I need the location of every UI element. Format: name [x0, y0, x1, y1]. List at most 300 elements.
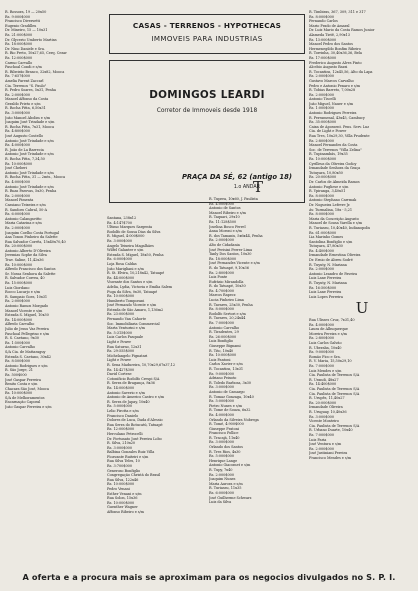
listing-entry: R. Tocantins, 13x31	[209, 366, 244, 371]
listing-entry: R. Urbano Duarte, 10x40	[309, 428, 353, 433]
listing-entry: Ultimo Marques Sargenta	[107, 225, 153, 230]
listing-entry: Luiz Carlos Galvão	[309, 341, 342, 346]
listing-entry: R. Tavares, 25x30, Penha	[209, 302, 253, 307]
listing-entry: Rs. 3:000$000	[107, 238, 133, 243]
listing-entry: Affonso Ribeiro e s/m	[107, 510, 144, 514]
listing-entry: Cia. Paulista de Terrenos S/A	[309, 387, 360, 392]
listing-entry: Rs. 3:700$000	[107, 464, 133, 469]
broker-subtitle: Corretor de Immoveis desde 1918	[156, 108, 258, 114]
listing-entry: Antonio José Trindade e s/m	[5, 152, 54, 157]
listing-entry: Ana Tonon Pinheiro da Salette	[5, 235, 58, 240]
listing-entry: Antonio Rodrigues Ferreira	[309, 111, 357, 116]
listing-entry: João Gaspar Ferreira e s/m	[5, 405, 52, 410]
listing-entry: José Fernandes Vicente e s/m	[209, 261, 260, 266]
listing-entry: Maria Aurora e s/m	[209, 481, 243, 486]
listing-entry: Rs. 16:500$000	[309, 285, 337, 290]
listing-entry: R. Tres Rios, 4x30	[209, 449, 241, 454]
listing-entry: R. São Jorge, 21	[5, 368, 33, 373]
listing-entry: Rs. 2:000$000	[5, 92, 31, 97]
listing-entry: Pedro e Antonio Penaro e s/m	[309, 83, 361, 88]
listing-entry: Rs. 5:000$000	[107, 404, 133, 409]
listing-entry: R. Tupy, 7x40	[209, 468, 233, 473]
listing-entry: Dr. Glycerio Umberto Martins	[5, 37, 57, 42]
listing-entry: Maria Catarina e s/m	[5, 221, 42, 226]
listing-entry: Rs. 4:000$000	[5, 143, 31, 148]
listing-entry: Joaquim Nunes	[209, 477, 236, 482]
listing-entry: Rs. 61:000$000	[309, 230, 337, 235]
listing-entry: Dr. Nino Daniele e Sra.	[5, 46, 45, 51]
listing-entry: R. V. Maria, 15,50x29,10	[309, 359, 352, 364]
listing-entry: Luiz Carlos Pasquale	[107, 335, 144, 340]
section-letter-u: U	[355, 299, 369, 318]
listing-entry: R. Rocha Pitta, 7,34,50	[5, 157, 45, 161]
listing-entry: R. Tracajá, 11x40	[209, 435, 240, 440]
listing-entry: R. Sampaio Goes, 10x31	[5, 294, 48, 299]
listing-entry: Antonio José Trindade e s/m	[5, 170, 54, 175]
listing-entry: Rs. 44:000$000	[107, 275, 135, 280]
listing-entry: Rs. 18:000$000	[209, 256, 237, 261]
listing-entry: Rs. 6:000$000	[209, 491, 235, 495]
listing-entry: Rs. 8:500$000	[5, 359, 31, 364]
listing-entry: Rs. 2:000$000	[309, 446, 335, 451]
listing-entry: Rs. 21:000$000	[5, 32, 33, 37]
listing-entry: Carmo Carvallo	[5, 60, 33, 65]
listing-entry: Rs. 3:000$000	[309, 414, 335, 419]
listing-entry: R. Taquari, 29x10	[209, 215, 240, 220]
listing-entry: Antonio Alberto D'Oliveira	[5, 248, 51, 253]
listing-entry: Rs. 4:700$000	[209, 288, 235, 293]
broker-address: PRAÇA DA SÉ, 62 (antigo 18)	[181, 173, 292, 181]
listing-entry: Rs. 9:000$000	[309, 350, 335, 355]
listing-entry: Rs. 23:000$000	[107, 312, 135, 317]
listing-entry: Lia Marinho Gomes	[309, 235, 344, 240]
listing-entry: Antonio José Trindade e s/m	[5, 138, 54, 143]
listing-entry: Rs. 2:000$000	[5, 193, 31, 198]
listing-entry: Estrada S. Miguel, 10x30	[5, 313, 49, 318]
listing-entry: Rs. 9:000$000	[209, 371, 235, 376]
listing-entry: Paschoal Pellegrino e s/m	[5, 331, 50, 336]
listing-entry: R. Rocha Pitta, 31 — 2mts., Mooca	[5, 175, 66, 180]
listing-entry: Rs. 5:315$000	[107, 330, 133, 335]
listing-entry: Light e Power	[107, 358, 132, 363]
listing-entry: R. Urandi, 48x27	[309, 377, 339, 382]
listing-entry: Michelangelo Pignatari	[107, 353, 148, 358]
listing-entry: Rs. 2:000$000	[309, 92, 335, 97]
listing-column-2	[107, 216, 205, 568]
listing-entry: Luiz Bonfiglio	[209, 339, 233, 344]
listing-entry: R. St. Elvira, 10,218x42, Tatuapé	[107, 271, 165, 276]
listing-entry: Gustavo Marcos Carvalho	[309, 78, 354, 83]
listing-entry: Manoel Pimenta	[5, 198, 34, 203]
listing-entry: Joselina Bosco Ferrel	[209, 224, 246, 229]
listing-entry: Rs. 3:000$000	[209, 385, 235, 390]
listing-entry: Rs. 12:000$000	[107, 427, 135, 432]
listing-entry: Luiz Mendes e s/m	[309, 368, 342, 373]
listing-entry: R. Ypiranga, 3,40x51	[309, 189, 346, 194]
listing-entry: Joaquim José Trindade e s/m	[5, 120, 55, 125]
listing-entry: Rs. 7:000$000	[309, 364, 335, 369]
listing-entry: Rs. 2:000$000	[309, 74, 335, 79]
listing-entry: R. Tito, 10x40	[209, 348, 234, 353]
listing-entry: Antonio Tiscelli	[309, 97, 336, 102]
listing-entry: Orlando da Silveira Nobrega	[209, 417, 259, 422]
listing-entry: Giuseppe Fratoni	[209, 426, 239, 431]
listing-entry: Rs. 20:000$000	[309, 175, 337, 180]
listing-entry: Eugenio Gradilleu	[5, 23, 37, 28]
listing-entry: Julio de Jesus Vaz Pereira	[5, 326, 49, 331]
listing-entry: Rs. 8:000$000	[209, 307, 235, 312]
listing-entry: R. do Tatuapé, 9,10x36	[209, 265, 249, 270]
listing-entry: Luiz da Silva	[209, 500, 232, 505]
listing-entry: José Augusto Coutello	[5, 134, 44, 139]
listing-entry: Dr. Carlos de Almeida Ramos	[309, 179, 360, 184]
listing-entry: Frederico Augusto Alves Pinto	[309, 60, 362, 65]
listing-entry: Cia. Paulista de Terrenos S/A	[309, 391, 360, 396]
listing-entry: Adelia, Lydia, Victoria e Emilia Salem	[107, 284, 173, 289]
listing-entry: Luiz Faria	[309, 437, 327, 442]
listing-entry: Cia. Paulista de Terrenos S/A	[309, 423, 360, 428]
listing-entry: Lelio Pirotta e s/m	[107, 408, 139, 413]
section-letter-t: T	[253, 178, 263, 196]
listing-entry: Caixa de Apossent. Pens. Serv. Luz	[309, 124, 370, 129]
listing-entry: Dr. Luiz Mario da Costa Ramos Junior	[309, 28, 375, 33]
listing-entry: José Guilherme Schwarz	[209, 495, 252, 500]
listing-entry: R. João de La Barrecia	[5, 147, 44, 152]
listing-entry: Rs. 7:000$000	[209, 321, 235, 326]
footer-slogan: A oferta e a procura mais se aproximam para os negocios divulgados no S. P. I.	[22, 572, 396, 582]
listing-entry: Estrada de São Amaro, 1,136m2	[107, 307, 164, 312]
listing-entry: R. Turiassu, 11x35	[209, 486, 242, 491]
listing-entry: Rs. 6:000$000	[5, 212, 31, 217]
listing-entry: Rs. 14:400$000	[309, 382, 337, 387]
listing-entry: R. Uruguay, 10,40x36	[309, 409, 347, 414]
real-estate-ad-banner	[109, 14, 305, 54]
listing-entry: Rs. 14:000$000	[5, 317, 33, 322]
listing-entry: R. Sandoro Cabral, 50-A	[5, 207, 47, 212]
listing-entry: Sr. Nossa Senhora da Salette	[5, 271, 56, 276]
listing-entry: Fernando Van Cahorte	[107, 317, 146, 322]
broker-name: DOMINGOS LEARDI	[149, 89, 265, 101]
listing-entry: Rs. 500$000	[5, 372, 27, 377]
listing-entry: Rs. 10:000$000	[5, 391, 33, 396]
listing-entry: R. Serra de Bragança, 8x36	[107, 381, 155, 386]
listing-entry: Herculano Petrocelli	[107, 431, 143, 436]
listing-entry: Carlos Xavier e s/m	[209, 362, 243, 367]
listing-entry: Rs. 4:000$000	[309, 322, 335, 327]
listing-entry: Luiz Giordano	[5, 285, 30, 290]
listing-entry: Rs. 7:000$000	[309, 432, 335, 437]
listing-entry: R. Tomé, 4:900$000	[209, 422, 244, 427]
listing-entry: Soc. Immobiliaria Commercial	[107, 321, 160, 326]
listing-entry: Guenther Wagner	[107, 505, 138, 510]
listing-entry: Rua Serra do Botucatú, Tatuapé	[107, 422, 163, 427]
listing-column-1	[5, 10, 105, 568]
listing-entry: Rs. 10:000$000	[107, 482, 135, 487]
listing-entry: Tanly Dos Santos, 10x30	[209, 252, 252, 257]
listing-entry: Rs. 13:000$000	[309, 37, 337, 42]
listing-entry: Joaquim Coelho Costa Portugal	[5, 230, 59, 235]
listing-entry: Encarnação Caporal	[5, 400, 41, 405]
listing-entry: R. Tavares, 20,24x44	[209, 316, 246, 321]
listing-entry: Rs. 2:000$000	[309, 267, 335, 272]
listing-entry: Manoel de Sousa Varella e s/m	[309, 221, 363, 226]
listing-entry: Anna Moroni e s/m	[209, 229, 242, 234]
listing-entry: Dr. Mineiro, 15 — 10x31	[5, 28, 48, 33]
listing-entry: Dr. Ernio de Abreu Sodré	[309, 258, 353, 263]
listing-entry: Fernando Carlos	[309, 19, 338, 24]
listing-entry: Rs. 8:000$000	[309, 193, 335, 198]
listing-entry: Rs. 18:000$000	[5, 42, 33, 47]
listing-entry: Antonio Giacomet e s/m	[209, 463, 251, 468]
listing-entry: Rs. 2:800$000	[309, 138, 335, 143]
listing-entry: Maria da Conceição Augusto	[309, 216, 359, 221]
listing-entry: Henrique Lange	[209, 458, 238, 463]
listing-entry: R. Rio Preto, 10x27,65, Cerq. Cezar	[5, 51, 67, 56]
listing-entry: Antonio José Trindade e s/m	[5, 184, 54, 189]
listing-entry: Orlando dos Santos	[209, 445, 243, 450]
listing-entry: R. Tomaz Gonzaga, 10x40	[209, 394, 254, 399]
listing-entry: Rs. 5:000$000	[209, 454, 235, 459]
listing-entry: Antonio Carvalho	[209, 325, 240, 330]
listing-entry: Rs. 4:800$000	[5, 129, 31, 134]
listing-entry: Rs. 10:000$000	[5, 161, 33, 166]
listing-entry: R. Urupês, 11,40x27	[309, 396, 345, 401]
listing-entry: Antonio de Santos	[209, 206, 241, 211]
ad-banner-line-2: IMMOVEIS PARA INDUSTRIAS	[151, 34, 263, 43]
listing-entry: Vicente Monteiro	[309, 419, 339, 424]
listing-entry: Cia. Paulista de Terrenos S/A	[309, 373, 360, 378]
listing-entry: R. Tupera, 10x60, J. Paulista	[209, 197, 258, 201]
listing-entry: Rua Tres, 10x29,30, Villa Prudente	[309, 134, 370, 139]
listing-entry: Viuvante dos Santos e s/m	[107, 280, 153, 285]
listing-entry: R. S. Caetano, 9x30	[5, 336, 39, 341]
listing-entry: Tutuyara, 10,80x50	[309, 170, 343, 175]
listing-entry: Rs. 2:800$000	[309, 336, 335, 341]
listing-entry: Cassiano Teixeira e s/m	[5, 202, 46, 207]
listing-entry: Manoel Vicente e s/m	[5, 308, 43, 313]
listing-entry: Rs. 4:000$000	[209, 412, 235, 417]
listing-entry: Alfredo Francisco dos Santos	[5, 267, 56, 272]
listing-entry: Rs. 7:657$000	[5, 74, 31, 79]
listing-entry: Rs. 5:000$000	[209, 399, 235, 404]
listing-entry: Irmandade Oliveira	[309, 405, 343, 410]
listing-entry: Amelia Parent Zaccarl	[5, 78, 44, 83]
listing-entry: José Gaspar Ferreira	[5, 377, 41, 382]
listing-entry: Marcos Rapecz	[209, 293, 236, 298]
listing-entry: José Perisini Ferrer Lima	[209, 247, 253, 252]
listing-entry: R. Miguel, 4:000$000	[107, 234, 145, 239]
listing-entry: Esther Venani e s/m	[107, 491, 142, 496]
listing-entry: R. Silva, 210x20	[107, 441, 136, 446]
listing-entry: Antonio Rodrigues e s/m	[5, 363, 48, 368]
listing-entry: Cotonificio Rodolfo Crespi S/A	[107, 376, 160, 381]
listing-entry: Rs. 2:800$000	[209, 270, 235, 275]
listing-entry: Rs. 3:000$000	[107, 445, 133, 450]
listing-entry: Rs. 2:000$000	[209, 238, 235, 243]
listing-entry: Rs. 20:000$000	[309, 400, 337, 405]
listing-entry: Rs. 14:000$000	[107, 385, 135, 390]
listing-entry: R. Tome de Souza, 6x32	[209, 408, 251, 413]
listing-entry: Rs. 1:500$000	[5, 340, 31, 345]
listing-entry: Francisco Diversetti	[5, 19, 40, 24]
listing-entry: Irmandade Ernestina Oliveira	[309, 253, 361, 258]
listing-entry: Alameda Tietê, 2,90x13	[309, 32, 350, 37]
listing-entry: Antonio de Americo Castro e s/m	[107, 395, 164, 400]
listing-entry: Antonio Carvalho	[5, 345, 36, 350]
listing-entry: Congregação Christã do Brasil	[107, 473, 161, 478]
listing-entry: Light e Power	[107, 340, 132, 345]
listing-entry: Rs. 15:000$000	[5, 281, 33, 286]
listing-entry: Rodolfo Sertori e s/m	[209, 311, 246, 316]
listing-entry: Luiz Lane Ferreira	[309, 276, 342, 281]
listing-entry: Rs. 17:000$000	[309, 55, 337, 60]
listing-entry: R. Serra de Japay, 10x40	[107, 399, 150, 404]
listing-entry: R. Tuyuty, N. Mariana	[309, 281, 347, 286]
listing-entry: R. Tuyuty, N. Mariana	[309, 262, 347, 267]
listing-entry: Rodolfo de Sousa Dias da Silva	[107, 229, 161, 234]
listing-entry: Francisco Danielo	[107, 413, 139, 418]
listing-entry: Santolina Bonfiglio e s/m	[309, 239, 353, 244]
listing-entry: Loja Rosa Caldas	[107, 261, 137, 266]
listing-entry: Rs. 10:000$000	[209, 353, 237, 358]
listing-entry: Manoel Fernandes da Costa	[309, 143, 358, 148]
listing-entry: R. Uberaba, 10x40	[309, 345, 342, 350]
listing-entry: S/A de Melhoramentos	[5, 395, 45, 400]
listing-entry: Rs. 4:000$000	[5, 179, 31, 184]
listing-entry: R. Toledo Barbosa, 3x30	[209, 380, 251, 385]
listing-entry: R. Ribeirão Branco, 32x82, Mooca	[5, 69, 65, 74]
ad-banner-line-1: CASAS - TERRENOS - HYPOTHECAS	[132, 21, 282, 30]
listing-entry: Rs. 26:000$000	[209, 334, 237, 339]
listing-entry: Angelo Teixeira Magalhães	[107, 243, 154, 248]
listing-entry: Rs. 4:147$700	[107, 220, 133, 225]
listing-entry: Dolores de Luca, Dada d'Alessio	[107, 418, 163, 423]
listing-entry: Luiz Fantoni	[209, 357, 231, 362]
listing-column-4-entries-top	[309, 10, 415, 299]
listing-entry: Dr. Fortunato José Pereira Lobo	[107, 436, 162, 441]
listing-entry: R. Rocha Pitta, 6,50x31	[5, 106, 46, 111]
listing-entry: Paschoal Condi e s/m	[5, 65, 42, 70]
listing-entry: Rs. 3:000$000	[5, 111, 31, 116]
listing-entry: R. do Tatuapé, 10x30	[209, 284, 246, 289]
listing-entry: Francisco Pollice	[209, 431, 239, 436]
listing-entry: Fuga da Silva, 0x30, Tatuapé	[107, 289, 158, 294]
listing-entry: Benito Costa e s/m	[5, 382, 38, 387]
listing-column-4	[309, 10, 415, 568]
listing-entry: Moreira Pereira e s/m	[309, 331, 347, 336]
listing-entry: R. Rossora, 19 — 20x50	[5, 10, 47, 14]
listing-entry: José Justiniani Pereira	[309, 451, 348, 456]
listing-entry: Luiz Lopes Ferreira	[309, 294, 343, 299]
listing-entry: Manoel Pedro dos Santos	[309, 42, 353, 47]
listing-entry: Manoel Affonso da Costa	[5, 97, 49, 102]
listing-entry: Rs. 2:000$000	[5, 299, 31, 304]
listing-entry: Cia. de Light e Power	[309, 129, 347, 134]
listing-entry: Antonio Leandro de Faveira	[309, 271, 358, 276]
listing-entry: Marta Venturini e s/m	[107, 326, 145, 331]
listing-entry: Santana, 238x12	[107, 216, 137, 220]
listing-entry: Luiz Lane Ferreira	[309, 290, 342, 295]
listing-entry: Pedro Venani	[107, 487, 130, 492]
listing-entry: R. Tocantins, 12x45,56, Alto da Lapa	[309, 69, 373, 74]
listing-entry: José Cheberi	[5, 166, 27, 171]
listing-entry: Eufrásio Mirandolla	[209, 279, 244, 284]
listing-entry: Rs. 6:000$000	[107, 257, 133, 262]
listing-entry: Rua Silva Teles, 10	[107, 459, 140, 464]
listing-entry: Antonio Calangavitto	[5, 216, 42, 221]
listing-entry: Lucia Pinheiro Lima	[209, 298, 244, 303]
listing-entry: Rs. 12:000$000	[5, 55, 33, 60]
listing-entry: Rs. 20:000$000	[5, 244, 33, 249]
listing-entry: José Fernando Vicente e s/m	[107, 303, 157, 308]
listing-entry: Rs. 2:000$000	[5, 225, 31, 230]
listing-entry: Luiz Ponte	[209, 275, 228, 280]
listing-entry: Rocco Lucarjo e s/m	[5, 290, 41, 295]
listing-entry: Antonio Ramos Morgado	[5, 304, 49, 308]
listing-column-4-entries-bottom	[309, 318, 415, 460]
listing-entry: R. Turiassu, 10,40x40, Indianopolis	[309, 225, 371, 230]
listing-entry: Cyrilleus da Oliveira Godoy	[309, 161, 357, 166]
listing-entry: Chacara São José, Mooca	[5, 386, 49, 391]
listing-entry: Rs. 10:000$000	[309, 157, 337, 161]
listing-entry: Rs. 4:400$000	[309, 248, 335, 253]
listing-entry: João Miguel, Nauer e s/m	[309, 101, 353, 106]
listing-entry: Generoso Bonfiglio	[107, 468, 141, 473]
listing-entry: Rua Ulisses Cruz, 7x31,40	[309, 318, 355, 323]
listing-entry: Rs. 14:427$300	[107, 367, 135, 372]
listing-entry: Rua Salvador Corrêa, 15x40x70,40	[5, 239, 66, 244]
listing-entry: Humberto Tomporani	[107, 298, 145, 303]
listing-entry: R. dos Tamanis, 5x6x44, Penha	[209, 233, 263, 238]
listing-entry: Rs. 10:000$000	[107, 294, 135, 299]
listing-entry: Laura de Albuquerque	[309, 327, 348, 332]
listing-entry: R. Ruas Parovas, 5x30, Penha	[5, 189, 57, 194]
listing-entry: R. Ferramenal, 43x45, Cambucy	[309, 115, 365, 120]
listing-entry: Rs. 1:000$000	[309, 106, 335, 111]
listing-entry: Dr. Nogueira Lefevre Jr.	[309, 202, 351, 207]
listing-entry: Wilfel Galanter e s/m	[107, 248, 144, 253]
listing-entry: R. Pedro Soares, 5x31, Penha	[5, 88, 56, 93]
listing-entry: Rs. 3:000$000	[209, 440, 235, 445]
listing-entry: Trav. Saline, 11,42x36	[5, 258, 44, 263]
listing-entry: Alto de Cidadania	[209, 242, 240, 247]
listing-entry: S/A Cia. de Mattaraguy	[5, 349, 46, 354]
listing-entry: Manoel Ribeiro e s/m	[209, 210, 246, 215]
listing-entry: Estrada S. Miguel, 18x50, Penha	[107, 252, 164, 257]
listing-entry: Adriano Peixoto	[209, 376, 237, 381]
listing-entry: Geraldo Prieto e s/m	[5, 101, 41, 106]
listing-entry: Alcebio Augusto Bazzi	[309, 65, 348, 70]
listing-entry: Ficavante Ruiteiri e s/m	[107, 454, 149, 459]
listing-entry: R. Salvador Correa, 40	[5, 276, 45, 281]
listing-entry: José Ventura e s/m	[309, 442, 342, 447]
listing-entry: R. Tupinambás, 19x35	[309, 152, 348, 157]
listing-entry: R. Tiradentes, 29	[209, 330, 239, 335]
listing-entry: Romão Fico e Sra.	[309, 354, 341, 359]
listing-entry: Estrada S. Caetano, 30x42	[5, 354, 52, 359]
listing-entry: R. Timbiras, 367, 309, 311 e 317	[309, 10, 366, 14]
listing-entry: Rs. 35:000$000	[309, 120, 337, 125]
listing-entry: Rs. 10:000$000	[107, 500, 135, 505]
listing-entry: Rs. 11:128$500	[209, 219, 237, 224]
listing-entry: Jeremias Sophe da Silva	[5, 253, 47, 258]
listing-entry: Rs. 2:000$000	[209, 472, 235, 477]
listing-entry: Pietro Nunes e s/m	[209, 403, 242, 408]
listing-entry: Giuseppe Bignami	[209, 344, 241, 348]
listing-entry: Hermenegildo Bonfim Ribeiro	[309, 46, 361, 51]
listing-column-3-entries	[209, 197, 307, 504]
listing-entry: Francisco Mendes e s/m	[309, 455, 352, 460]
